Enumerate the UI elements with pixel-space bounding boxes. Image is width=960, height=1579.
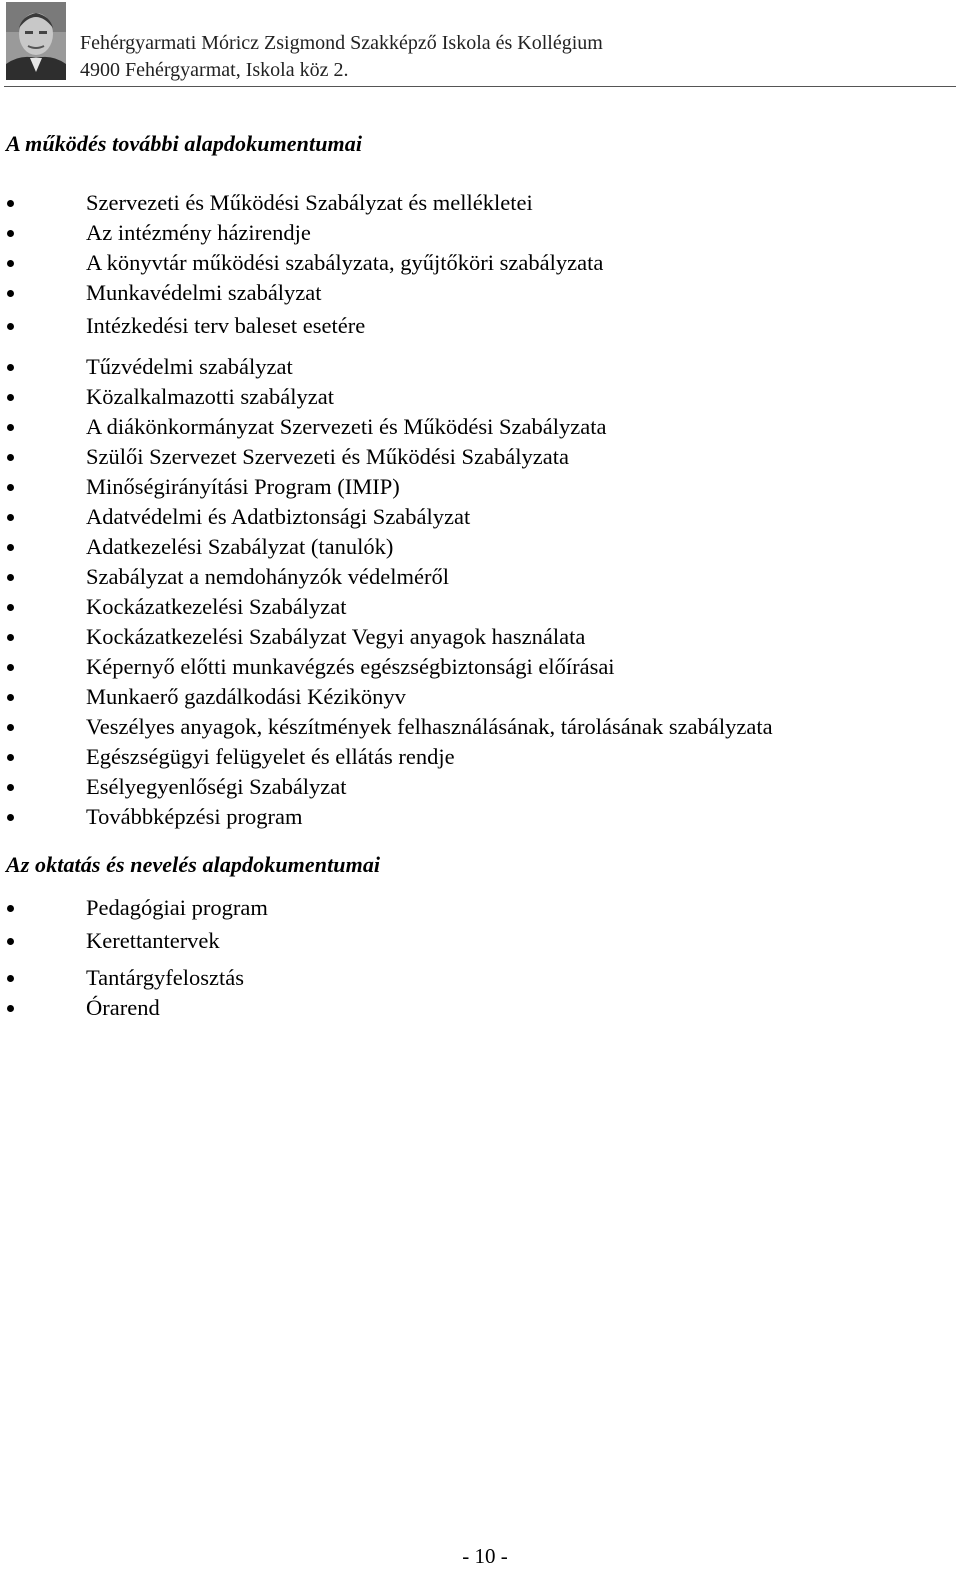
bullet-icon (7, 604, 14, 611)
list-item (0, 352, 940, 382)
bullet-icon (7, 754, 14, 761)
list-item-label: Közalkalmazotti szabályzat (86, 384, 335, 409)
list-item-label: A diákönkormányzat Szervezeti és Működési Szabályzata (86, 414, 607, 439)
list-item-label: Kerettantervek (86, 928, 220, 953)
list-item (0, 472, 940, 502)
bullet-icon (7, 574, 14, 581)
institution-address: 4900 Fehérgyarmat, Iskola köz 2. (80, 59, 349, 81)
list-item-label: Szabályzat a nemdohányzók védelméről (86, 564, 449, 589)
list-item-label: Pedagógiai program (86, 895, 268, 920)
list-item (0, 926, 940, 956)
list-item (0, 993, 940, 1023)
list-item (0, 652, 940, 682)
bullet-icon (7, 664, 14, 671)
section-title-education-documents: Az oktatás és nevelés alapdokumentumai (6, 852, 381, 877)
list-item-label: Kockázatkezelési Szabályzat (86, 594, 347, 619)
section-title-operation-documents: A működés további alapdokumentumai (6, 131, 363, 156)
bullet-icon (7, 364, 14, 371)
bullet-icon (7, 694, 14, 701)
bullet-icon (7, 394, 14, 401)
bullet-icon (7, 260, 14, 267)
list-item-label: Intézkedési terv baleset esetére (86, 313, 366, 338)
list-item-label: Esélyegyenlőségi Szabályzat (86, 774, 347, 799)
list-item (0, 248, 940, 278)
list-item-label: Szervezeti és Működési Szabályzat és mellékletei (86, 190, 533, 215)
list-item-label: Órarend (86, 995, 160, 1020)
list-item-label: Tűzvédelmi szabályzat (86, 354, 293, 379)
list-item-label: Veszélyes anyagok, készítmények felhasználásának, tárolásának szabályzata (86, 714, 773, 739)
list-item (0, 592, 940, 622)
bullet-icon (7, 905, 14, 912)
bullet-icon (7, 230, 14, 237)
list-item-label: Adatkezelési Szabályzat (tanulók) (86, 534, 394, 559)
bullet-icon (7, 724, 14, 731)
list-item (0, 382, 940, 412)
bullet-icon (7, 814, 14, 821)
bullet-icon (7, 634, 14, 641)
list-item-label: Képernyő előtti munkavégzés egészségbiztonsági előírásai (86, 654, 615, 679)
bullet-icon (7, 514, 14, 521)
bullet-icon (7, 975, 14, 982)
institution-name: Fehérgyarmati Móricz Zsigmond Szakképző Iskola és Kollégium (80, 32, 603, 54)
list-item-label: Az intézmény házirendje (86, 220, 311, 245)
list-item (0, 502, 940, 532)
list-item-label: Kockázatkezelési Szabályzat Vegyi anyagok használata (86, 624, 586, 649)
bullet-icon (7, 784, 14, 791)
list-item (0, 963, 940, 993)
list-item-label: Minőségirányítási Program (IMIP) (86, 474, 400, 499)
list-item-label: Munkavédelmi szabályzat (86, 280, 322, 305)
list-item (0, 311, 940, 341)
bullet-icon (7, 938, 14, 945)
bullet-icon (7, 454, 14, 461)
portrait-photo (6, 2, 66, 80)
list-item (0, 532, 940, 562)
bullet-icon (7, 200, 14, 207)
list-item-label: A könyvtár működési szabályzata, gyűjtőköri szabályzata (86, 250, 604, 275)
list-item (0, 893, 940, 923)
list-item (0, 562, 940, 592)
list-item-label: Tantárgyfelosztás (86, 965, 244, 990)
list-item-label: Egészségügyi felügyelet és ellátás rendje (86, 744, 455, 769)
header-text (80, 30, 603, 84)
bullet-icon (7, 484, 14, 491)
list-item-label: Munkaerő gazdálkodási Kézikönyv (86, 684, 406, 709)
list-item (0, 712, 940, 742)
page-header (0, 0, 960, 90)
list-item (0, 772, 940, 802)
list-item (0, 218, 940, 248)
bullet-icon (7, 290, 14, 297)
bullet-icon (7, 544, 14, 551)
bullet-icon (7, 323, 14, 330)
list-item (0, 442, 940, 472)
list-item (0, 412, 940, 442)
list-item-label: Adatvédelmi és Adatbiztonsági Szabályzat (86, 504, 471, 529)
list-item (0, 188, 940, 218)
list-item-label: Továbbképzési program (86, 804, 303, 829)
header-divider (4, 86, 956, 87)
bullet-icon (7, 1005, 14, 1012)
list-item (0, 682, 940, 712)
list-item-label: Szülői Szervezet Szervezeti és Működési Szabályzata (86, 444, 569, 469)
list-item (0, 622, 940, 652)
list-item (0, 742, 940, 772)
list-item (0, 802, 940, 832)
bullet-icon (7, 424, 14, 431)
list-item (0, 278, 940, 308)
page-number: - 10 - (462, 1544, 508, 1568)
